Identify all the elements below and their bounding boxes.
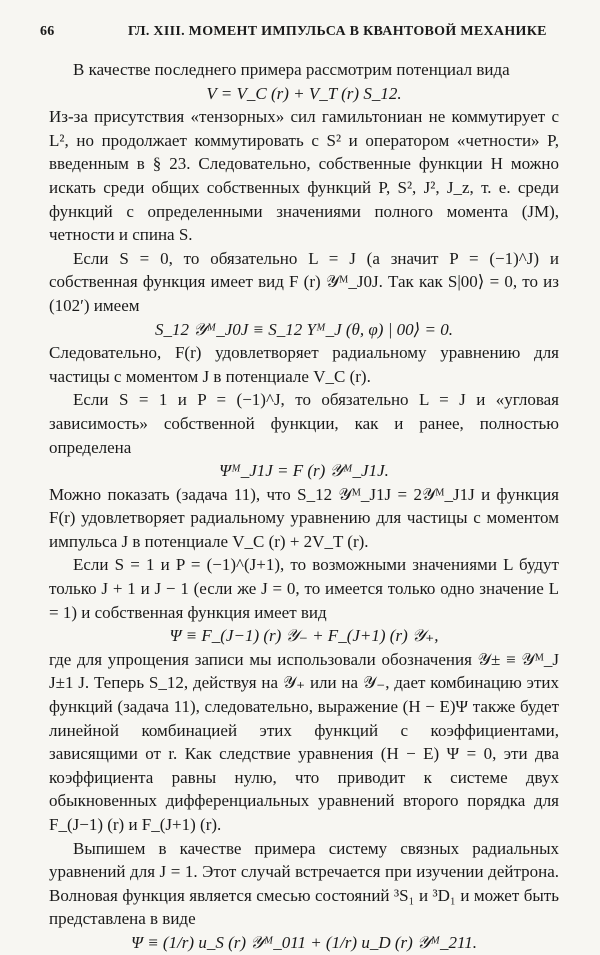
paragraph: В качестве последнего примера рассмотрим потенциал вида [73, 60, 510, 79]
paragraph: Можно показать (задача 11), что S_12 𝒴ᴹ_J1J = 2𝒴ᴹ_J1J и функция F(r) удовлетворяет радиальному уравнению для частицы с моментом импульса J в потенциале V_C (r) + 2V_T (r). [49, 484, 559, 551]
equation: Ψᴹ_J1J = F (r) 𝒴ᴹ_J1J. [219, 461, 389, 481]
chapter-title: ГЛ. XIII. МОМЕНТ ИМПУЛЬСА В КВАНТОВОЙ МЕХАНИКЕ [128, 24, 547, 39]
equation: Ψ ≡ F_(J−1) (r) 𝒴₋ + F_(J+1) (r) 𝒴₊, [169, 626, 439, 646]
equation: S_12 𝒴ᴹ_J0J ≡ S_12 Yᴹ_J (θ, φ) | 00⟩ = 0. [154, 319, 453, 339]
paragraph: Выпишем в качестве примера систему связных радиальных уравнений для J = 1. Этот случай встречается при изучении дейтрона. Волновая функция является смесью состояний ³S₁ и ³D₁ и может быть представлена в виде [49, 838, 559, 929]
paragraph: где для упрощения записи мы использовали обозначения 𝒴± ≡ 𝒴ᴹ_J J±1 J. Теперь S_12, действуя на 𝒴₊ или на 𝒴₋, дает комбинацию этих функций (задача 11), следовательно, выражение (H − E)Ψ также будет линейной комбинацией этих функций с коэффициентами, зависящими от r. Как следствие уравнения (H − E) Ψ = 0, эти два коэффициента равны нулю, что приводит к системе двух обыкновенных дифференциальных уравнений второго порядка для F_(J−1) (r) и F_(J+1) (r). [49, 649, 559, 834]
page-number: 66 [40, 24, 55, 39]
body-text [49, 58, 559, 955]
paragraph: Если S = 1 и P = (−1)^J, то обязательно L = J и «угловая зависимость» собственной функции, как и ранее, полностью определена [49, 390, 559, 457]
paragraph: Если S = 1 и P = (−1)^(J+1), то возможными значениями L будут только J + 1 и J − 1 (если же J = 0, то имеется только одно значение L = 1) и собственная функция имеет вид [49, 555, 559, 622]
paragraph: Если S = 0, то обязательно L = J (а значит P = (−1)^J) и собственная функция имеет вид F (r) 𝒴ᴹ_J0J. Так как S|00⟩ = 0, то из (102′) имеем [49, 248, 559, 315]
paragraph: Из-за присутствия «тензорных» сил гамильтониан не коммутирует с L², но продолжает коммутировать с S² и оператором «четности» P, введенным в § 23. Следовательно, собственные функции H можно искать среди общих собственных функций P, S², J², J_z, т. е. среди функций с определенными значениями полного момента (JM), четности и спина S. [49, 107, 559, 245]
paragraph: Следовательно, F(r) удовлетворяет радиальному уравнению для частицы с моментом J в потенциале V_C (r). [49, 343, 559, 386]
equation: V = V_C (r) + V_T (r) S_12. [206, 83, 402, 103]
equation: Ψ ≡ (1/r) u_S (r) 𝒴ᴹ_011 + (1/r) u_D (r) 𝒴ᴹ_211. [130, 932, 477, 952]
